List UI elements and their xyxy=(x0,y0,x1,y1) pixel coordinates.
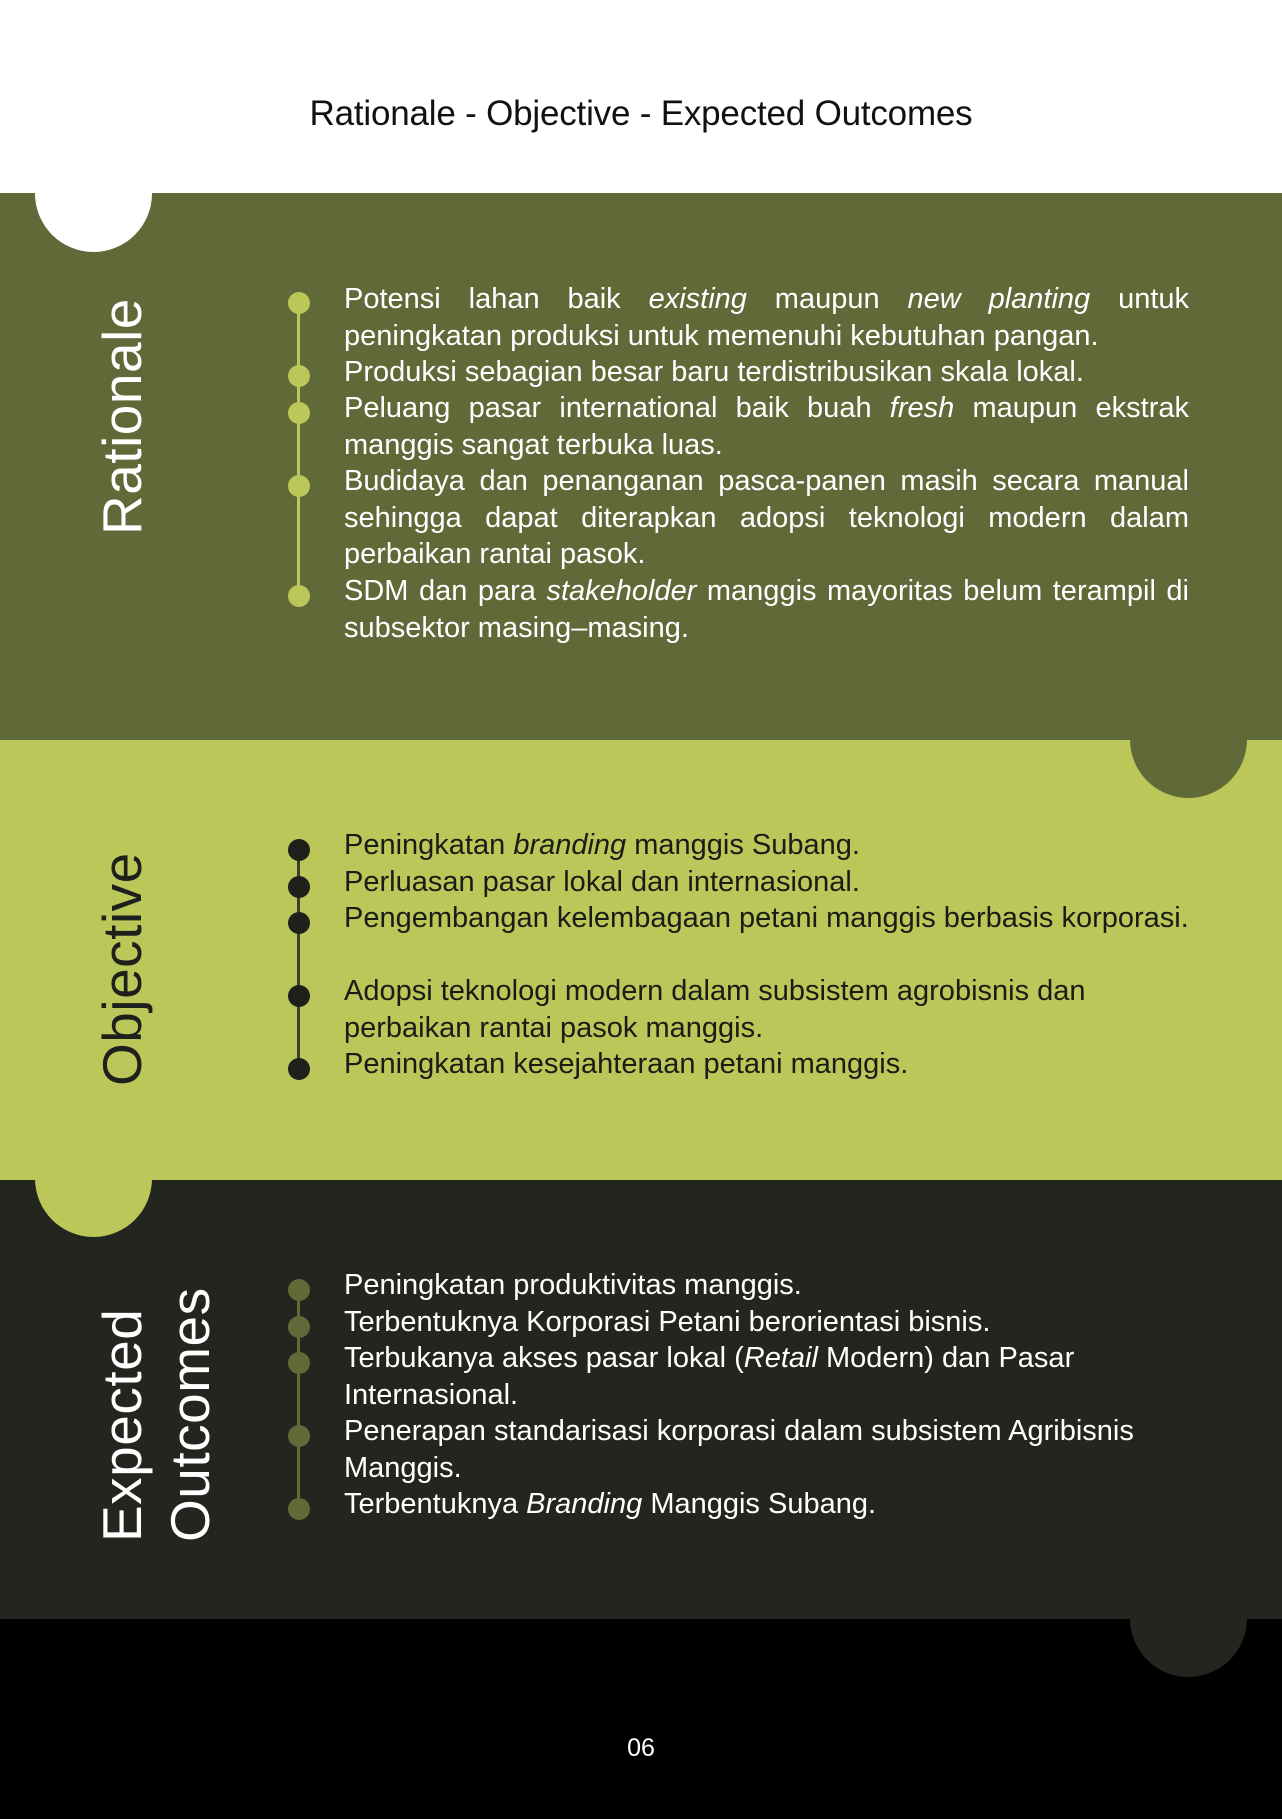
bullet-dot xyxy=(288,1316,310,1338)
page-number: 06 xyxy=(627,1734,655,1762)
text: Potensi lahan baik xyxy=(344,283,649,315)
decorative-circle xyxy=(35,135,152,252)
text: untuk peningkatan produksi untuk memenuhi kebutuhan pangan. xyxy=(344,283,1190,352)
text: Terbentuknya xyxy=(344,1488,527,1520)
text: Budidaya dan penanganan pasca-panen masih secara manual sehingga dapat diterapkan adopsi teknologi modern dalam perbaikan rantai pasok. xyxy=(344,465,1189,570)
bullet-dot xyxy=(288,985,310,1007)
decorative-circle xyxy=(1130,681,1247,798)
bullet-dot xyxy=(288,1058,310,1080)
text: Penerapan standarisasi korporasi dalam subsistem Agribisnis Manggis. xyxy=(344,1415,1134,1484)
text: manggis Subang. xyxy=(626,829,860,861)
list-item xyxy=(344,900,1189,937)
bullet-dot xyxy=(288,1352,310,1374)
bullet-dot xyxy=(288,585,310,607)
outcomes-label-line2: Outcomes xyxy=(159,1287,221,1542)
bullet-dot xyxy=(288,475,310,497)
timeline-line xyxy=(297,303,300,598)
bullet-dot xyxy=(288,876,310,898)
objective-list xyxy=(0,740,1282,1180)
list-item xyxy=(344,354,1189,391)
list-item xyxy=(344,573,1189,646)
list-item xyxy=(344,281,1189,354)
decorative-circle xyxy=(35,1120,152,1237)
text: Peningkatan produktivitas manggis. xyxy=(344,1269,802,1301)
text: Peluang pasar international baik buah xyxy=(344,392,890,424)
outcomes-section xyxy=(0,1180,1282,1619)
list-item xyxy=(344,1267,1189,1304)
text-italic: fresh xyxy=(889,392,955,424)
bullet-dot xyxy=(288,402,310,424)
list-item xyxy=(344,1340,1189,1413)
bullet-dot xyxy=(288,1279,310,1301)
text: maupun xyxy=(746,283,908,315)
text: Modern) dan Pasar Internasional. xyxy=(344,1342,1075,1411)
list-item xyxy=(344,1046,1189,1083)
text: maupun ekstrak manggis sangat terbuka luas. xyxy=(344,392,1189,461)
outcomes-label-line1: Expected xyxy=(91,1308,153,1542)
page-title: Rationale - Objective - Expected Outcomes xyxy=(309,94,973,133)
outcomes-list xyxy=(0,1180,1282,1619)
text: Adopsi teknologi modern dalam subsistem agrobisnis dan perbaikan rantai pasok manggis. xyxy=(344,975,1086,1044)
text-italic: Branding xyxy=(526,1488,643,1520)
list-item xyxy=(344,1486,1189,1523)
rationale-label: Rationale xyxy=(91,298,153,535)
rationale-section xyxy=(0,193,1282,740)
bullet-dot xyxy=(288,365,310,387)
text-italic: stakeholder xyxy=(546,575,697,607)
text: Produksi sebagian besar baru terdistribusikan skala lokal. xyxy=(344,356,1084,388)
text: manggis mayoritas belum terampil di subsektor masing–masing. xyxy=(344,575,1189,644)
list-item xyxy=(344,390,1189,463)
text: Pengembangan kelembagaan petani manggis berbasis korporasi. xyxy=(344,902,1189,934)
text-italic: existing xyxy=(648,283,747,315)
text: Terbentuknya Korporasi Petani berorientasi bisnis. xyxy=(344,1306,991,1338)
list-item xyxy=(344,463,1189,573)
bullet-dot xyxy=(288,1498,310,1520)
list-item xyxy=(344,827,1189,864)
text-italic: branding xyxy=(513,829,627,861)
rationale-list xyxy=(0,193,1282,740)
list-item xyxy=(344,1413,1189,1486)
list-item xyxy=(344,1304,1189,1341)
text: Perluasan pasar lokal dan internasional. xyxy=(344,866,860,898)
bullet-dot xyxy=(288,292,310,314)
bullet-dot xyxy=(288,839,310,861)
text-italic: new planting xyxy=(907,283,1091,315)
text: Peningkatan xyxy=(344,829,514,861)
text: Terbukanya akses pasar lokal ( xyxy=(344,1342,744,1374)
page-header xyxy=(0,0,1282,193)
text-italic: Retail xyxy=(743,1342,818,1374)
list-item xyxy=(344,864,1189,901)
bullet-dot xyxy=(288,1425,310,1447)
list-item xyxy=(344,973,1189,1046)
objective-section xyxy=(0,740,1282,1180)
bullet-dot xyxy=(288,912,310,934)
text: SDM dan para xyxy=(344,575,547,607)
text: Peningkatan kesejahteraan petani manggis. xyxy=(344,1048,909,1080)
decorative-circle xyxy=(1130,1560,1247,1677)
objective-label: Objective xyxy=(91,852,153,1086)
text: Manggis Subang. xyxy=(642,1488,877,1520)
